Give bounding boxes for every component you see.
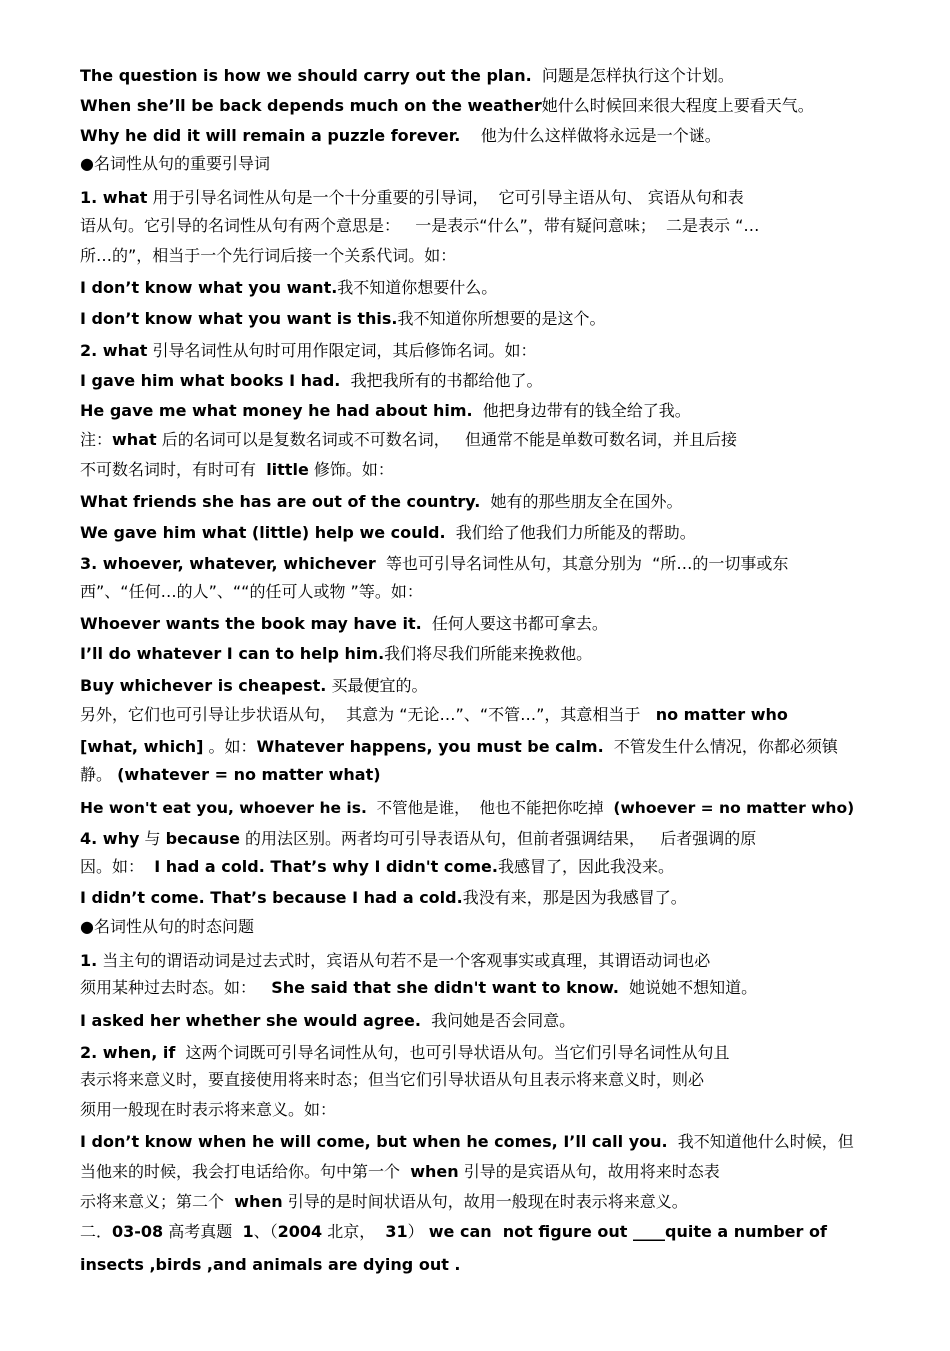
text-line [80,370,543,392]
chinese-text: 他为什么这样做将永远是一个谜。 [460,126,721,145]
english-text: 1. what [80,188,148,207]
text-line [80,1099,336,1121]
chinese-text: 我们给了他我们力所能及的帮助。 [445,523,696,542]
english-text: He won't eat you, whoever he is. [80,799,367,817]
english-text: 2004 [277,1222,323,1241]
english-text: 2. what [80,341,148,360]
text-line [80,856,674,878]
english-text: (whoever = no matter who) [613,799,855,817]
chinese-text: 不管他是谁， 他也不能把你吃掉 [366,799,614,817]
text-line [80,1010,575,1032]
english-text: 03-08 [112,1222,164,1241]
text-line [80,459,394,481]
chinese-text: 我问她是否会同意。 [420,1011,576,1030]
chinese-text: 我把我所有的书都给他了。 [340,371,543,390]
text-line [80,1131,854,1153]
english-text: He gave me what money he had about him. [80,401,473,420]
text-line [80,675,427,697]
english-text: What friends she has are out of the country. [80,492,481,511]
chinese-text: 、（ [253,1222,278,1241]
chinese-text: 。如： [203,737,257,756]
english-text: I asked her whether she would agree. [80,1011,421,1030]
text-line [80,308,606,330]
chinese-text: 我们将尽我们所能来挽救他。 [384,644,593,663]
chinese-text: 她说她不想知道。 [618,978,758,997]
text-line [80,153,270,175]
english-text: 31 [385,1222,408,1241]
english-text: I didn’t come. That’s because I had a cold. [80,888,463,907]
text-line [80,916,254,938]
text-line [80,1069,704,1091]
chinese-text: 我没有来，那是因为我感冒了。 [462,888,687,907]
chinese-text: 须用某种过去时态。如： [80,978,272,997]
chinese-text: 另外，它们也可引导让步状语从句， 其意为 “无论…”、“不管…”，其意相当于 [80,705,656,724]
chinese-text: 当他来的时候，我会打电话给你。句中第一个 [80,1162,411,1181]
text-line [80,277,497,299]
english-text: I’ll do whatever I can to help him. [80,644,385,663]
chinese-text: 他把身边带有的钱全给了我。 [472,401,691,420]
chinese-text: 不管发生什么情况，你都必须镇 [603,737,838,756]
chinese-text: 她有的那些朋友全在国外。 [480,492,683,511]
text-line [80,887,687,909]
text-line [80,643,592,665]
text-line [80,65,734,87]
english-text: Why he did it will remain a puzzle forever. [80,126,461,145]
chinese-text: 二． [80,1222,113,1241]
english-text: 2. when, if [80,1043,176,1062]
chinese-text: 用于引导名词性从句是一个十分重要的引导词， 它可引导主语从句、 宾语从句和表 [147,188,744,207]
chinese-text: 问题是怎样执行这个计划。 [531,66,734,85]
chinese-text: 我不知道你想要什么。 [337,278,498,297]
text-line [80,95,814,117]
english-text: because [165,829,240,848]
text-line [80,704,788,726]
english-text: The question is how we should carry out the plan. [80,66,532,85]
chinese-text: 的用法区别。两者均可引导表语从句，但前者强调结果， 后者强调的原 [239,829,757,848]
chinese-text: 她什么时候回来很大程度上要看天气。 [541,96,814,115]
chinese-text: 当主句的谓语动词是过去式时，宾语从句若不是一个客观事实或真理，其谓语动词也必 [97,951,711,970]
chinese-text: 西”、“任何…的人”、““的任可人或物 ”等。如： [80,582,423,601]
chinese-text: ●名词性从句的重要引导词 [80,154,270,173]
english-text: 1. [80,951,98,970]
text-line [80,581,423,603]
chinese-text: 引导的是宾语从句，故用将来时态表 [458,1162,720,1181]
english-text: I gave him what books I had. [80,371,341,390]
chinese-text: 买最便宜的。 [326,676,428,695]
chinese-text: 表示将来意义时，要直接使用将来时态；但当它们引导状语从句且表示将来意义时，则必 [80,1070,705,1089]
text-line [80,828,756,850]
chinese-text: 高考真题 [163,1222,243,1241]
text-line [80,797,854,819]
english-text: insects ,birds ,and animals are dying out . [80,1255,461,1274]
chinese-text: 我不知道他什么时候，但 [667,1132,854,1151]
text-line [80,491,683,513]
text-line [80,977,757,999]
chinese-text: 语从句。它引导的名词性从句有两个意思是： 一是表示“什么”，带有疑问意味； 二是表示 “… [80,216,760,235]
chinese-text: 任何人要这书都可拿去。 [421,614,608,633]
english-text: I don’t know what you want. [80,278,338,297]
text-line [80,613,608,635]
text-line [80,1042,729,1064]
english-text: when [234,1192,283,1211]
chinese-text: 不可数名词时，有时可有 [80,460,267,479]
chinese-text: 我不知道你所想要的是这个。 [397,309,606,328]
text-line [80,400,691,422]
chinese-text: 静。 [80,765,118,784]
chinese-text: 所…的”，相当于一个先行词后接一个关系代词。如： [80,246,457,265]
english-text: (whatever = no matter what) [117,765,381,784]
text-line [80,553,788,575]
chinese-text: ●名词性从句的时态问题 [80,917,254,936]
chinese-text: ） [407,1222,429,1241]
english-text: 1 [242,1222,254,1241]
chinese-text: 引导的是时间状语从句，故用一般现在时表示将来意义。 [282,1192,688,1211]
chinese-text: 示将来意义；第二个 [80,1192,235,1211]
english-text: When she’ll be back depends much on the weather [80,96,542,115]
text-line [80,764,381,786]
text-line [80,187,744,209]
english-text: what [112,430,157,449]
text-line [80,125,721,147]
english-text: [what, which] [80,737,204,756]
text-line [80,950,710,972]
chinese-text: 等也可引导名词性从句，其意分别为 “所…的一切事或东 [375,554,789,573]
text-line [80,340,537,362]
text-line [80,1191,688,1213]
chinese-text: 北京， [322,1222,386,1241]
text-line [80,1221,827,1243]
english-text: I had a cold. That’s why I didn't come. [154,857,498,876]
chinese-text: 这两个词既可引导名词性从句，也可引导状语从句。当它们引导名词性从句且 [175,1043,730,1062]
chinese-text: 后的名词可以是复数名词或不可数名词， 但通常不能是单数可数名词，并且后接 [156,430,737,449]
text-line [80,1254,461,1276]
chinese-text: 须用一般现在时表示将来意义。如： [80,1100,337,1119]
english-text: I don’t know when he will come, but when he comes, I’ll call you. [80,1132,668,1151]
chinese-text: 与 [139,829,166,848]
english-text: I don’t know what you want is this. [80,309,398,328]
english-text: Buy whichever is cheapest. [80,676,327,695]
english-text: We gave him what (little) help we could. [80,523,446,542]
english-text: 4. why [80,829,140,848]
chinese-text: 注： [80,430,113,449]
english-text: She said that she didn't want to know. [271,978,619,997]
chinese-text: 我感冒了，因此我没来。 [497,857,674,876]
chinese-text: 引导名词性从句时可用作限定词，其后修饰名词。如： [147,341,537,360]
english-text: no matter who [655,705,788,724]
text-line [80,1161,720,1183]
text-line [80,245,456,267]
english-text: we can not figure out ____quite a number of [428,1222,827,1241]
chinese-text: 修饰。如： [308,460,394,479]
text-line [80,736,838,758]
english-text: Whatever happens, you must be calm. [256,737,604,756]
english-text: when [410,1162,459,1181]
text-line [80,522,696,544]
english-text: little [266,460,309,479]
chinese-text: 因。如： [80,857,155,876]
text-line [80,429,737,451]
english-text: Whoever wants the book may have it. [80,614,422,633]
text-line [80,215,759,237]
english-text: 3. whoever, whatever, whichever [80,554,376,573]
